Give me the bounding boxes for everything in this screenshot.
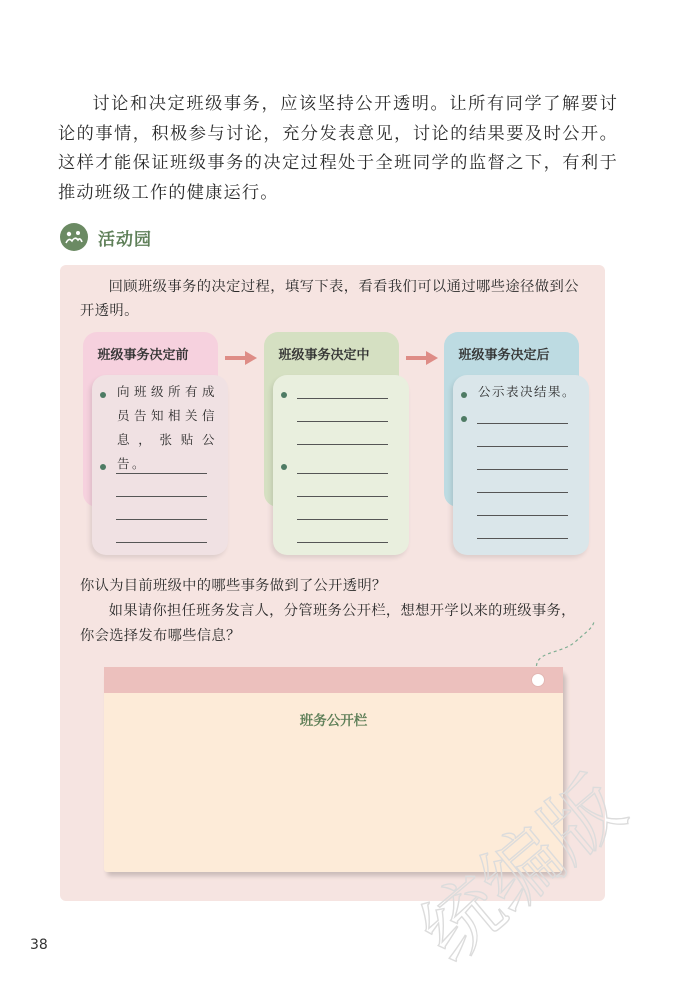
bullet-icon (100, 392, 106, 398)
stage-before-card (92, 375, 228, 555)
notice-board-top-bar (104, 667, 563, 693)
bullet-icon (461, 416, 467, 422)
answer-blank[interactable] (297, 542, 388, 543)
answer-blank[interactable] (297, 519, 388, 520)
bullet-icon (461, 392, 467, 398)
stage-before-item: 向班级所有成员告知相关信息，张贴公告。 (117, 384, 217, 471)
bullet-icon (281, 392, 287, 398)
answer-blank[interactable] (297, 444, 388, 445)
arrow-right-icon (225, 351, 257, 365)
section-header (60, 222, 152, 252)
answer-blank[interactable] (297, 398, 388, 399)
answer-blank[interactable] (116, 542, 207, 543)
question-2: 如果请你担任班务发言人，分管班务公开栏，想想开学以来的班级事务，你会选择发布哪些信息？ (80, 603, 576, 644)
activity-emblem-icon (60, 223, 88, 251)
answer-blank[interactable] (116, 519, 207, 520)
answer-blank[interactable] (477, 515, 568, 516)
answer-blank[interactable] (477, 446, 568, 447)
answer-blank[interactable] (477, 423, 568, 424)
answer-blank[interactable] (297, 496, 388, 497)
svg-text:统编版: 统编版 (404, 760, 642, 980)
stage-after-card (453, 375, 589, 555)
answer-blank[interactable] (297, 421, 388, 422)
stage-after-item: 公示表决结果。 (478, 384, 577, 399)
pin-icon (531, 673, 545, 687)
stage-during-card (273, 375, 409, 555)
stage-before-label: 班级事务决定前 (97, 348, 189, 363)
notice-board-title: 班务公开栏 (299, 713, 368, 729)
arrow-right-icon (406, 351, 438, 365)
section-title: 活动园 (98, 229, 152, 250)
answer-blank[interactable] (116, 496, 207, 497)
intro-paragraph: 讨论和决定班级事务，应该坚持公开透明。让所有同学了解要讨论的事情，积极参与讨论，充分发表意见，讨论的结果要及时公开。这样才能保证班级事务的决定过程处于全班同学的监督之下，有利于推动班级工作的健康运行。 (58, 94, 618, 203)
question-1: 你认为目前班级中的哪些事务做到了公开透明？ (80, 578, 387, 594)
bullet-icon (100, 464, 106, 470)
answer-blank[interactable] (116, 473, 207, 474)
page-number: 38 (30, 937, 48, 953)
activity-instruction: 回顾班级事务的决定过程，填写下表，看看我们可以通过哪些途径做到公开透明。 (80, 279, 579, 319)
stage-after-label: 班级事务决定后 (458, 348, 550, 363)
answer-blank[interactable] (297, 473, 388, 474)
stage-during-label: 班级事务决定中 (278, 348, 370, 363)
answer-blank[interactable] (477, 492, 568, 493)
answer-blank[interactable] (477, 469, 568, 470)
bullet-icon (281, 464, 287, 470)
answer-blank[interactable] (477, 538, 568, 539)
watermark (404, 750, 690, 980)
